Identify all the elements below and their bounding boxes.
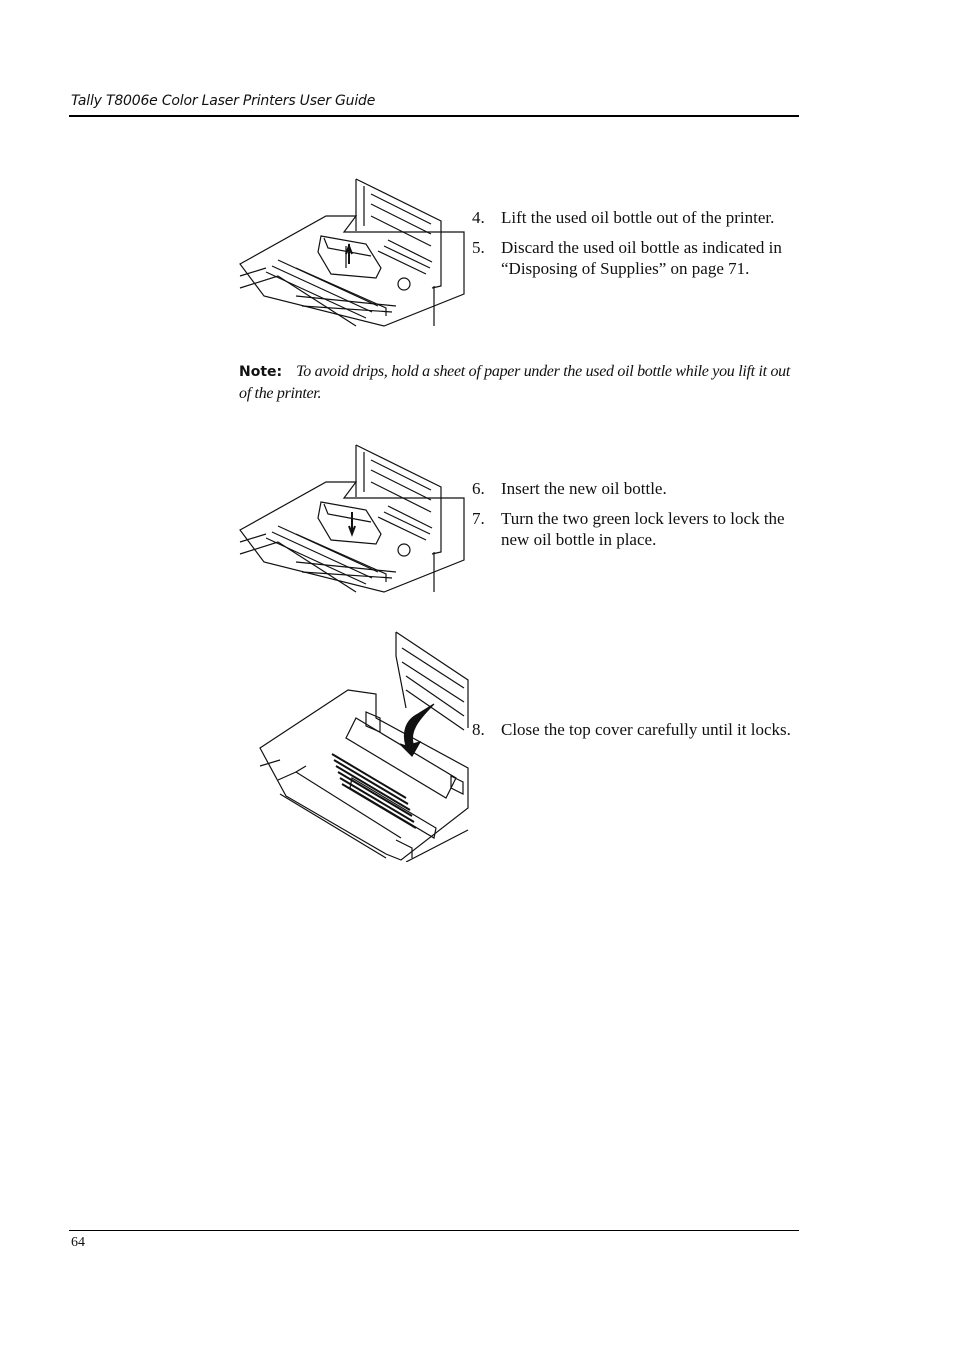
note-label: Note:	[239, 364, 283, 380]
step-text: Insert the new oil bottle.	[501, 479, 667, 498]
insert-oil-bottle-illustration	[236, 442, 468, 594]
step-item	[472, 478, 802, 499]
step-number: 4.	[472, 208, 485, 227]
step-item	[472, 207, 802, 228]
header-rule	[69, 115, 799, 117]
note-paragraph	[239, 361, 794, 405]
footer-rule	[69, 1230, 799, 1231]
note-text: To avoid drips, hold a sheet of paper under the used oil bottle while you lift it out of the printer.	[239, 363, 791, 402]
step-text: Turn the two green lock levers to lock the new oil bottle in place.	[501, 509, 785, 549]
step-item	[472, 719, 802, 740]
close-top-cover-illustration	[256, 628, 470, 862]
step-number: 6.	[472, 479, 485, 498]
page-number: 64	[71, 1235, 85, 1250]
step-item	[472, 237, 802, 279]
steps-group-2	[472, 478, 802, 559]
lift-oil-bottle-illustration	[236, 176, 468, 328]
step-number: 8.	[472, 720, 485, 739]
step-text: Close the top cover carefully until it locks.	[501, 720, 791, 739]
step-number: 5.	[472, 238, 485, 257]
running-header-title: Tally T8006e Color Laser Printers User Guide	[71, 93, 376, 109]
step-item	[472, 508, 802, 550]
step-text: Lift the used oil bottle out of the printer.	[501, 208, 775, 227]
steps-group-1	[472, 207, 802, 288]
step-number: 7.	[472, 509, 485, 528]
step-text: Discard the used oil bottle as indicated in “Disposing of Supplies” on page 71.	[501, 238, 782, 278]
steps-group-3	[472, 719, 802, 749]
